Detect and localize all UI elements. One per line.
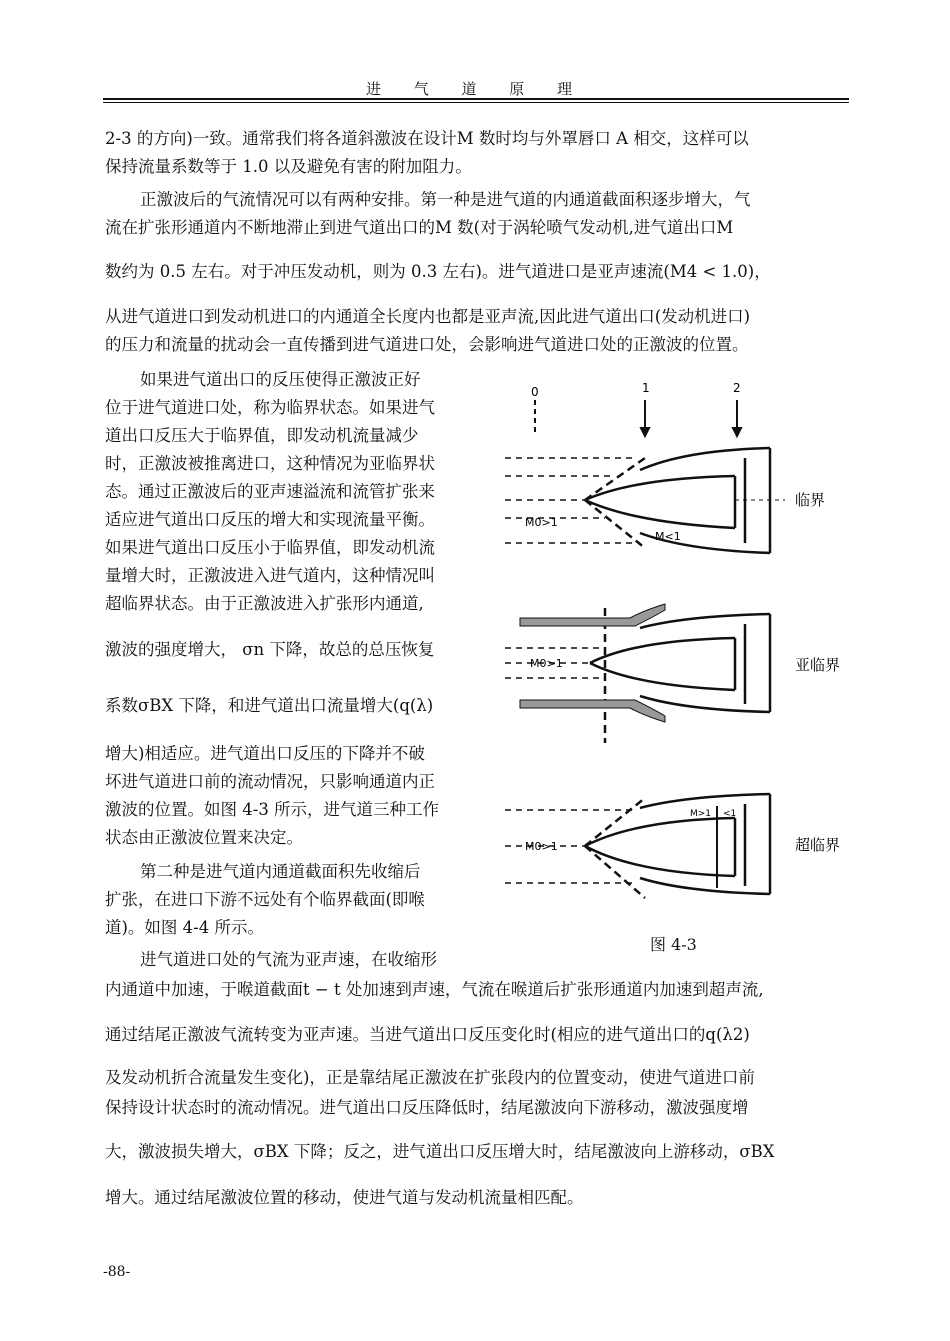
text-line: 2-3 的方向)一致。通常我们将各道斜激波在设计M 数时均与外罩唇口 A 相交，这样可以 (105, 129, 749, 148)
text-line: 时，正激波被推离进口，这种情况为亚临界状 (105, 454, 435, 473)
state-label-subcritical: 亚临界 (795, 656, 841, 674)
station-label-0: 0 (531, 385, 539, 399)
text-line: 量增大时，正激波进入进气道内，这种情况叫 (105, 566, 435, 585)
text-line: 及发动机折合流量发生变化)，正是靠结尾正激波在扩张段内的位置变动，使进气道进口前 (105, 1068, 755, 1087)
text-line: 增大)相适应。进气道出口反压的下降并不破 (105, 744, 425, 763)
header-rule-thick (103, 98, 849, 100)
inlet-subcritical (505, 604, 770, 743)
flow-label: M>1 (690, 809, 712, 819)
text-line: 超临界状态。由于正激波进入扩张形内通道, (105, 594, 424, 613)
text-line: 坏进气道进口前的流动情况，只影响通道内正 (105, 772, 435, 791)
running-header: 进 气 道 原 理 (365, 80, 587, 98)
text-line: 增大。通过结尾激波位置的移动，使进气道与发动机流量相匹配。 (105, 1188, 584, 1207)
text-line: 进气道进口处的气流为亚声速，在收缩形 (140, 950, 437, 969)
flow-label: M0>1 (525, 840, 558, 853)
text-line: 如果进气道出口反压小于临界值，即发动机流 (105, 538, 435, 557)
text-line: 态。通过正激波后的亚声速溢流和流管扩张来 (105, 482, 435, 501)
text-line: 位于进气道进口处，称为临界状态。如果进气 (105, 398, 435, 417)
text-line: 的压力和流量的扰动会一直传播到进气道进口处，会影响进气道进口处的正激波的位置。 (105, 335, 749, 354)
text-line: 状态由正激波位置来决定。 (105, 828, 303, 847)
text-line: 数约为 0.5 左右。对于冲压发动机，则为 0.3 左右)。进气道进口是亚声速流(M4 < 1.0)， (105, 262, 771, 281)
flow-label: M0>1 (525, 516, 558, 529)
text-line: 激波的位置。如图 4-3 所示，进气道三种工作 (105, 800, 440, 819)
text-line: 第二种是进气道内通道截面积先收缩后 (140, 862, 421, 881)
flow-label: M<1 (655, 530, 681, 543)
flow-label: <1 (723, 809, 737, 819)
text-line: 从进气道进口到发动机进口的内通道全长度内也都是亚声流,因此进气道出口(发动机进口) (105, 307, 751, 326)
text-line: 大，激波损失增大，σBX 下降；反之，进气道出口反压增大时，结尾激波向上游移动，σBX (105, 1142, 775, 1161)
flow-label: M0>1 (530, 657, 563, 670)
text-line: 系数σBX 下降，和进气道出口流量增大(q(λ) (105, 696, 434, 715)
station-label-2: 2 (733, 381, 741, 395)
text-line: 保持设计状态时的流动情况。进气道出口反压降低时，结尾激波向下游移动，激波强度增 (105, 1098, 749, 1117)
header-rule-thin (103, 102, 849, 103)
text-line: 保持流量系数等于 1.0 以及避免有害的附加阻力。 (105, 157, 472, 176)
text-line: 通过结尾正激波气流转变为亚声速。当进气道出口反压变化时(相应的进气道出口的q(λ2) (105, 1025, 750, 1044)
figure-caption: 图 4-3 (650, 935, 697, 954)
text-line: 道)。如图 4-4 所示。 (105, 918, 264, 937)
text-line: 适应进气道出口反压的增大和实现流量平衡。 (105, 510, 435, 529)
station-label-1: 1 (642, 381, 650, 395)
state-label-supercritical: 超临界 (795, 836, 841, 854)
text-line: 激波的强度增大， σn 下降，故总的总压恢复 (105, 640, 435, 659)
inlet-critical (505, 448, 785, 578)
text-line: 内通道中加速，于喉道截面t − t 处加速到声速，气流在喉道后扩张形通道内加速到超声流, (105, 980, 764, 999)
text-line: 正激波后的气流情况可以有两种安排。第一种是进气道的内通道截面积逐步增大，气 (140, 190, 751, 209)
inlet-states-diagram (505, 378, 855, 923)
page-number: -88- (103, 1264, 131, 1280)
text-line: 道出口反压大于临界值，即发动机流量减少 (105, 426, 419, 445)
text-line: 流在扩张形通道内不断地滞止到进气道出口的M 数(对于涡轮喷气发动机,进气道出口M (105, 218, 734, 237)
state-label-critical: 临界 (795, 491, 826, 509)
text-line: 如果进气道出口的反压使得正激波正好 (140, 370, 421, 389)
text-line: 扩张，在进口下游不远处有个临界截面(即喉 (105, 890, 425, 909)
